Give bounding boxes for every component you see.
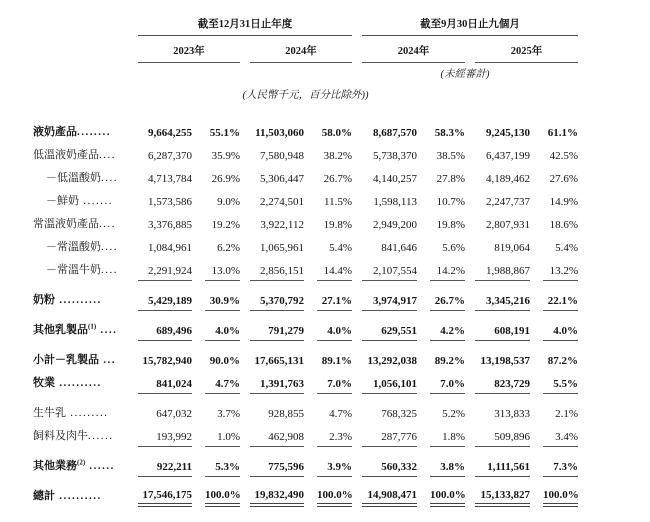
unit-note-row [33,84,578,105]
row-label: 總計 [33,490,55,502]
value-cell: 3,974,917 [362,295,417,311]
value-cell: 6,437,199 [486,150,530,162]
value-cell: 5,370,792 [250,295,304,311]
table-row [33,424,578,447]
row-label: 奶粉 [33,294,55,306]
value-cell: 2,949,200 [373,219,417,231]
row-label: 生牛乳 [33,407,66,419]
value-cell: 27.6% [549,173,578,185]
row-spacer [33,311,578,318]
value-cell: 922,211 [138,461,192,477]
dot-leader: ...... [85,460,115,472]
table-row [33,235,578,258]
year-label: 2024年 [250,43,352,63]
row-spacer [33,281,578,288]
year-label: 2025年 [475,43,578,63]
row-label: 液奶產品 [33,126,77,138]
table-row [33,120,578,143]
value-cell: 27.8% [436,173,465,185]
value-cell: 26.9% [211,173,240,185]
value-cell: 4.0% [205,325,240,341]
value-cell: 38.2% [323,150,352,162]
value-cell: 14.2% [430,265,465,281]
period-group-title: 截至9月30日止九個月 [362,16,578,36]
value-cell: 2,247,737 [486,196,530,208]
year-header-row [33,36,578,63]
row-spacer [33,507,578,514]
dot-leader: .......... [55,490,102,502]
value-cell: 4.7% [329,408,352,420]
value-cell: 841,024 [138,378,192,394]
value-cell: 5.2% [442,408,465,420]
table-row [33,401,578,424]
value-cell: 791,279 [250,325,304,341]
value-cell: 4.7% [205,378,240,394]
value-cell: 18.6% [549,219,578,231]
value-cell: 2,807,931 [486,219,530,231]
value-cell: 11,503,060 [255,127,304,139]
value-cell: 509,896 [475,431,530,447]
dot-leader: .......... [55,294,102,306]
value-cell: 100.0% [430,489,465,507]
table-row [33,143,578,166]
table-row [33,371,578,394]
value-cell: 5,738,370 [373,150,417,162]
dot-leader: ...... [88,430,114,442]
value-cell: 9,245,130 [486,127,530,139]
value-cell: 19.8% [436,219,465,231]
value-cell: 15,782,940 [142,355,192,367]
value-cell: 819,064 [494,242,530,254]
value-cell: 14.9% [549,196,578,208]
value-cell: 629,551 [362,325,417,341]
row-label: 其他業務 [33,460,77,472]
value-cell: 58.0% [321,127,352,139]
value-cell: 2,856,151 [250,265,304,281]
value-cell: 1,391,763 [250,378,304,394]
value-cell: 689,496 [138,325,192,341]
value-cell: 19.8% [323,219,352,231]
header-gap [33,105,578,120]
value-cell: 14,908,471 [362,489,417,507]
row-label: －常溫酸奶 [46,241,101,253]
value-cell: 7.3% [543,461,578,477]
value-cell: 193,992 [138,431,192,447]
table-row [33,212,578,235]
row-label: －常溫牛奶 [46,264,101,276]
value-cell: 7.0% [430,378,465,394]
value-cell: 1,065,961 [260,242,304,254]
value-cell: 287,776 [362,431,417,447]
row-spacer [33,341,578,348]
value-cell: 15,133,827 [475,489,530,507]
value-cell: 42.5% [549,150,578,162]
dot-leader: .... [99,149,116,161]
value-cell: 10.7% [436,196,465,208]
value-cell: 1.8% [430,431,465,447]
value-cell: 4,189,462 [486,173,530,185]
value-cell: 1,056,101 [362,378,417,394]
value-cell: 100.0% [205,489,240,507]
value-cell: 5,306,447 [260,173,304,185]
value-cell: 100.0% [317,489,352,507]
value-cell: 100.0% [543,489,578,507]
row-label: －低溫酸奶 [46,172,101,184]
value-cell: 13.0% [205,265,240,281]
value-cell: 55.1% [209,127,240,139]
row-label: 飼料及肉牛 [33,430,88,442]
value-cell: 823,729 [475,378,530,394]
row-label: 小計－乳製品 [33,354,99,366]
unaudited-note: (未經審計) [440,69,490,80]
value-cell: 2.3% [317,431,352,447]
unit-note: (人民幣千元，百分比除外)) [242,90,369,101]
value-cell: 1,573,586 [148,196,192,208]
row-label: 牧業 [33,377,55,389]
value-cell: 841,646 [381,242,417,254]
value-cell: 38.5% [436,150,465,162]
dot-leader: .... [101,241,118,253]
value-cell: 4.0% [317,325,352,341]
value-cell: 5.5% [543,378,578,394]
period-group-title: 截至12月31日止年度 [138,16,352,36]
value-cell: 89.2% [434,355,465,367]
value-cell: 3.9% [317,461,352,477]
value-cell: 1.0% [205,431,240,447]
row-spacer [33,477,578,484]
year-label: 2024年 [362,43,465,63]
value-cell: 2.1% [555,408,578,420]
value-cell: 647,032 [156,408,192,420]
value-cell: 4.2% [430,325,465,341]
value-cell: 19.2% [211,219,240,231]
value-cell: 7,580,948 [260,150,304,162]
row-label-footnote: (2) [77,458,86,467]
revenue-breakdown-table [33,12,578,514]
dot-leader: .... [99,218,116,230]
value-cell: 4,140,257 [373,173,417,185]
value-cell: 6.2% [217,242,240,254]
value-cell: 5,429,189 [138,295,192,311]
value-cell: 13,292,038 [367,355,417,367]
table-row [33,318,578,341]
value-cell: 5.6% [442,242,465,254]
dot-leader: ........ [77,126,111,138]
table-body [33,120,578,514]
value-cell: 13,198,537 [480,355,530,367]
value-cell: 58.3% [434,127,465,139]
value-cell: 2,274,501 [260,196,304,208]
value-cell: 775,596 [250,461,304,477]
dot-leader: ......... [66,407,109,419]
table-row [33,348,578,371]
value-cell: 7.0% [317,378,352,394]
row-label: 常溫液奶產品 [33,218,99,230]
value-cell: 768,325 [381,408,417,420]
value-cell: 6,287,370 [148,150,192,162]
table-row [33,166,578,189]
value-cell: 608,191 [475,325,530,341]
dot-leader: .......... [55,377,102,389]
value-cell: 3,922,112 [260,219,304,231]
row-spacer [33,447,578,454]
value-cell: 14.4% [317,265,352,281]
table-row [33,484,578,507]
value-cell: 462,908 [250,431,304,447]
year-label: 2023年 [138,43,240,63]
row-label: －鮮奶 [46,195,79,207]
value-cell: 3,376,885 [148,219,192,231]
value-cell: 5.4% [329,242,352,254]
value-cell: 5.4% [555,242,578,254]
value-cell: 8,687,570 [373,127,417,139]
value-cell: 313,833 [494,408,530,420]
row-spacer [33,394,578,401]
period-group-row [33,12,578,36]
value-cell: 560,332 [362,461,417,477]
value-cell: 3.7% [217,408,240,420]
value-cell: 3,345,216 [475,295,530,311]
dot-leader: .... [101,264,118,276]
value-cell: 35.9% [211,150,240,162]
value-cell: 1,988,867 [475,265,530,281]
value-cell: 1,598,113 [373,196,417,208]
value-cell: 5.3% [205,461,240,477]
value-cell: 61.1% [547,127,578,139]
table-row [33,258,578,281]
dot-leader: .... [101,172,118,184]
value-cell: 2,107,554 [362,265,417,281]
table-row [33,454,578,477]
value-cell: 87.2% [547,355,578,367]
table-header [33,12,578,120]
dot-leader: ... [99,354,116,366]
value-cell: 4.0% [543,325,578,341]
dot-leader: ....... [79,195,113,207]
value-cell: 3.8% [430,461,465,477]
value-cell: 9.0% [217,196,240,208]
value-cell: 22.1% [543,295,578,311]
value-cell: 11.5% [323,196,352,208]
dot-leader: .... [96,324,118,336]
row-label-footnote: (1) [88,322,97,331]
value-cell: 89.1% [321,355,352,367]
row-label: 其他乳製品 [33,324,88,336]
value-cell: 26.7% [430,295,465,311]
value-cell: 1,084,961 [148,242,192,254]
row-label: 低溫液奶產品 [33,149,99,161]
value-cell: 3.4% [543,431,578,447]
value-cell: 27.1% [317,295,352,311]
table-row [33,288,578,311]
value-cell: 26.7% [323,173,352,185]
value-cell: 1,111,561 [475,461,530,477]
value-cell: 17,546,175 [138,489,192,507]
value-cell: 928,855 [268,408,304,420]
value-cell: 17,665,131 [254,355,304,367]
value-cell: 2,291,924 [138,265,192,281]
unaudited-note-row [33,63,578,84]
value-cell: 30.9% [205,295,240,311]
value-cell: 13.2% [543,265,578,281]
value-cell: 19,832,490 [250,489,304,507]
value-cell: 90.0% [209,355,240,367]
table-row [33,189,578,212]
value-cell: 4,713,784 [148,173,192,185]
value-cell: 9,664,255 [148,127,192,139]
